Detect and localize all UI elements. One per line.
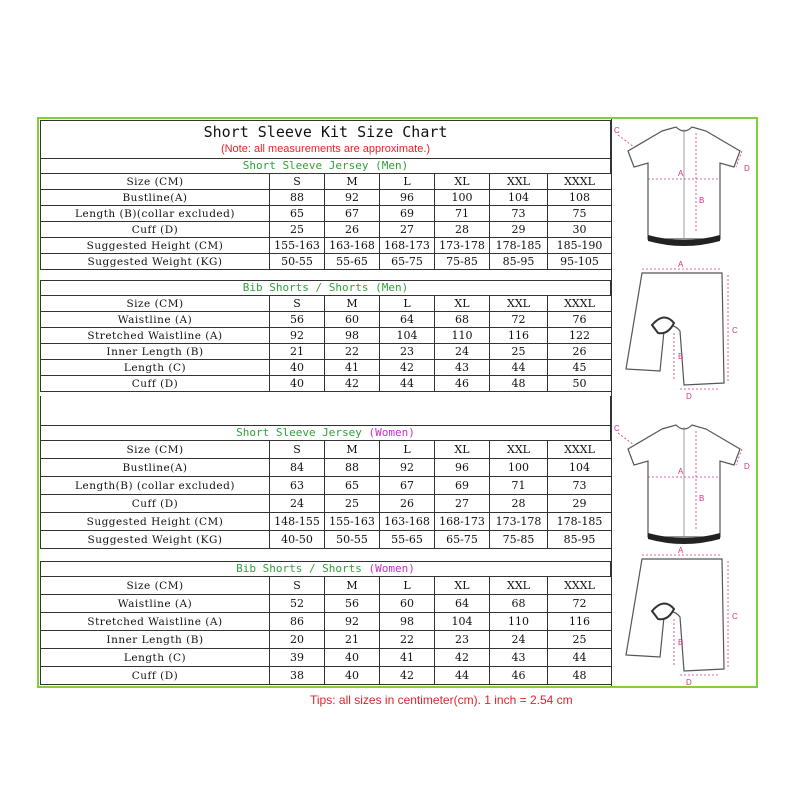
table-cell: 50-55 — [270, 254, 325, 270]
table-cell: 50-55 — [325, 531, 380, 549]
table-cell: 52 — [270, 595, 325, 613]
table-cell: 64 — [380, 312, 435, 328]
table-cell: 27 — [435, 495, 490, 513]
table-cell: 24 — [270, 495, 325, 513]
table-cell: 73 — [490, 206, 548, 222]
table-cell: XXL — [490, 577, 548, 595]
row-label: Stretched Waistline (A) — [41, 613, 270, 631]
shorts-label-c: C — [732, 612, 738, 621]
jersey-label-d: D — [744, 462, 750, 471]
table-cell: 56 — [270, 312, 325, 328]
table-cell: XL — [435, 174, 490, 190]
table-cell: 71 — [490, 477, 548, 495]
jersey-label-c: C — [614, 424, 620, 433]
section-gap — [40, 396, 611, 425]
table-cell: 30 — [548, 222, 612, 238]
table-row — [41, 376, 612, 392]
table-cell: 69 — [435, 477, 490, 495]
jersey-label-b: B — [699, 494, 705, 503]
table-cell: 148-155 — [270, 513, 325, 531]
jersey-label-a: A — [678, 169, 684, 178]
section-header-women-tag: (Women) — [368, 562, 415, 575]
table-cell: 22 — [325, 344, 380, 360]
section-header-men-shorts: Bib Shorts / Shorts (Men) — [40, 280, 611, 295]
jersey-label-d: D — [744, 164, 750, 173]
table-cell: 185-190 — [548, 238, 612, 254]
table-cell: L — [380, 174, 435, 190]
chart-title: Short Sleeve Kit Size Chart — [203, 123, 448, 141]
table-cell: 67 — [325, 206, 380, 222]
table-header-row — [41, 577, 612, 595]
row-label: Size (CM) — [41, 174, 270, 190]
table-cell: 64 — [435, 595, 490, 613]
table-cell: 25 — [270, 222, 325, 238]
section-men-shorts — [40, 280, 611, 392]
table-row — [41, 667, 612, 685]
row-label: Size (CM) — [41, 577, 270, 595]
table-cell: 100 — [435, 190, 490, 206]
row-label: Length (C) — [41, 360, 270, 376]
table-cell: 104 — [435, 613, 490, 631]
row-label: Bustline(A) — [41, 459, 270, 477]
table-cell: 65-75 — [380, 254, 435, 270]
table-cell: 42 — [435, 649, 490, 667]
table-women-shorts — [40, 576, 612, 685]
table-cell: 168-173 — [435, 513, 490, 531]
shorts-illustration-women — [612, 547, 757, 687]
table-cell: 44 — [435, 667, 490, 685]
table-row — [41, 190, 612, 206]
table-cell: 42 — [380, 360, 435, 376]
title-box — [40, 120, 611, 158]
table-cell: 92 — [380, 459, 435, 477]
table-cell: 72 — [548, 595, 612, 613]
title-block — [40, 120, 611, 158]
shorts-label-b: B — [678, 638, 684, 647]
table-cell: 98 — [325, 328, 380, 344]
table-header-row — [41, 441, 612, 459]
table-cell: 43 — [435, 360, 490, 376]
row-label: Suggested Weight (KG) — [41, 254, 270, 270]
table-cell: 44 — [548, 649, 612, 667]
table-cell: 38 — [270, 667, 325, 685]
table-cell: 43 — [490, 649, 548, 667]
table-cell: 20 — [270, 631, 325, 649]
table-cell: S — [270, 577, 325, 595]
row-label: Inner Length (B) — [41, 631, 270, 649]
table-cell: S — [270, 174, 325, 190]
shorts-label-d: D — [686, 678, 692, 687]
table-cell: 88 — [325, 459, 380, 477]
table-cell: 178-185 — [548, 513, 612, 531]
section-women-jersey — [40, 425, 611, 549]
table-row — [41, 595, 612, 613]
table-cell: 75 — [548, 206, 612, 222]
table-row — [41, 495, 612, 513]
table-header-row — [41, 174, 612, 190]
table-cell: 92 — [270, 328, 325, 344]
row-label: Suggested Height (CM) — [41, 513, 270, 531]
table-cell: 25 — [325, 495, 380, 513]
table-cell: L — [380, 296, 435, 312]
table-cell: 40 — [325, 667, 380, 685]
table-cell: 60 — [380, 595, 435, 613]
table-cell: 40 — [325, 649, 380, 667]
section-women-shorts — [40, 561, 611, 685]
table-cell: 155-163 — [270, 238, 325, 254]
table-cell: 65-75 — [435, 531, 490, 549]
size-chart-frame — [37, 117, 758, 688]
table-cell: 26 — [548, 344, 612, 360]
table-row — [41, 513, 612, 531]
table-cell: XL — [435, 577, 490, 595]
shorts-label-b: B — [678, 352, 684, 361]
table-cell: 42 — [380, 667, 435, 685]
table-women-jersey — [40, 440, 612, 549]
table-cell: 48 — [490, 376, 548, 392]
row-label: Suggested Height (CM) — [41, 238, 270, 254]
table-cell: 116 — [490, 328, 548, 344]
table-men-shorts — [40, 295, 612, 392]
section-men-jersey — [40, 158, 611, 270]
row-label: Waistline (A) — [41, 595, 270, 613]
table-cell: 26 — [380, 495, 435, 513]
table-cell: 104 — [490, 190, 548, 206]
table-cell: S — [270, 441, 325, 459]
table-cell: 173-178 — [435, 238, 490, 254]
table-cell: 48 — [548, 667, 612, 685]
table-cell: 69 — [380, 206, 435, 222]
table-cell: 44 — [380, 376, 435, 392]
table-cell: 173-178 — [490, 513, 548, 531]
shorts-label-c: C — [732, 326, 738, 335]
table-cell: 44 — [490, 360, 548, 376]
table-cell: 24 — [435, 344, 490, 360]
table-cell: 23 — [380, 344, 435, 360]
table-cell: 46 — [490, 667, 548, 685]
table-cell: 63 — [270, 477, 325, 495]
table-cell: 25 — [548, 631, 612, 649]
row-label: Size (CM) — [41, 441, 270, 459]
row-label: Length (C) — [41, 649, 270, 667]
table-cell: 104 — [548, 459, 612, 477]
table-cell: 65 — [270, 206, 325, 222]
row-label: Cuff (D) — [41, 667, 270, 685]
table-cell: 122 — [548, 328, 612, 344]
table-cell: 71 — [435, 206, 490, 222]
table-men-jersey — [40, 173, 612, 270]
table-row — [41, 360, 612, 376]
table-row — [41, 631, 612, 649]
table-cell: S — [270, 296, 325, 312]
table-cell: 110 — [435, 328, 490, 344]
table-cell: XXXL — [548, 296, 612, 312]
table-cell: 55-65 — [325, 254, 380, 270]
table-cell: 75-85 — [435, 254, 490, 270]
table-cell: 92 — [325, 613, 380, 631]
table-row — [41, 206, 612, 222]
table-cell: 45 — [548, 360, 612, 376]
table-cell: M — [325, 577, 380, 595]
table-cell: 86 — [270, 613, 325, 631]
table-cell: 96 — [435, 459, 490, 477]
table-cell: 28 — [435, 222, 490, 238]
table-row — [41, 238, 612, 254]
shorts-label-d: D — [686, 392, 692, 401]
table-row — [41, 328, 612, 344]
table-cell: 26 — [325, 222, 380, 238]
table-cell: XL — [435, 441, 490, 459]
section-header-women-tag: (Women) — [368, 426, 415, 439]
table-cell: XXXL — [548, 441, 612, 459]
row-label: Bustline(A) — [41, 190, 270, 206]
table-cell: 40 — [270, 360, 325, 376]
shorts-label-a: A — [678, 261, 684, 269]
table-row — [41, 477, 612, 495]
table-cell: 67 — [380, 477, 435, 495]
section-header-women-shorts — [40, 561, 611, 576]
table-cell: 72 — [490, 312, 548, 328]
table-cell: 41 — [380, 649, 435, 667]
table-cell: 92 — [325, 190, 380, 206]
section-header-women-jersey — [40, 425, 611, 440]
table-cell: 85-95 — [490, 254, 548, 270]
table-cell: 41 — [325, 360, 380, 376]
table-cell: 21 — [270, 344, 325, 360]
row-label: Size (CM) — [41, 296, 270, 312]
table-cell: 50 — [548, 376, 612, 392]
table-cell: 163-168 — [380, 513, 435, 531]
table-cell: 96 — [380, 190, 435, 206]
table-cell: 39 — [270, 649, 325, 667]
row-label: Inner Length (B) — [41, 344, 270, 360]
table-cell: 84 — [270, 459, 325, 477]
table-row — [41, 222, 612, 238]
table-cell: 110 — [490, 613, 548, 631]
table-cell: 42 — [325, 376, 380, 392]
table-cell: XXXL — [548, 174, 612, 190]
illustrations-column — [611, 119, 757, 686]
table-cell: XXXL — [548, 577, 612, 595]
tips-note: Tips: all sizes in centimeter(cm). 1 inch = 2.54 cm — [310, 693, 573, 707]
table-row — [41, 613, 612, 631]
table-cell: 60 — [325, 312, 380, 328]
table-cell: 75-85 — [490, 531, 548, 549]
row-label: Cuff (D) — [41, 495, 270, 513]
table-cell: 22 — [380, 631, 435, 649]
table-cell: 73 — [548, 477, 612, 495]
row-label: Length (B)(collar excluded) — [41, 206, 270, 222]
table-cell: 23 — [435, 631, 490, 649]
table-cell: M — [325, 174, 380, 190]
row-label: Cuff (D) — [41, 376, 270, 392]
table-cell: 29 — [548, 495, 612, 513]
jersey-label-c: C — [614, 126, 620, 135]
table-cell: 76 — [548, 312, 612, 328]
table-cell: M — [325, 296, 380, 312]
table-cell: 24 — [490, 631, 548, 649]
table-cell: XXL — [490, 296, 548, 312]
section-header-main: Short Sleeve Jersey — [236, 426, 369, 439]
table-cell: 104 — [380, 328, 435, 344]
table-cell: 55-65 — [380, 531, 435, 549]
table-cell: XXL — [490, 441, 548, 459]
table-row — [41, 312, 612, 328]
table-cell: 100 — [490, 459, 548, 477]
table-cell: XL — [435, 296, 490, 312]
table-cell: XXL — [490, 174, 548, 190]
table-cell: 46 — [435, 376, 490, 392]
table-cell: 65 — [325, 477, 380, 495]
table-cell: 163-168 — [325, 238, 380, 254]
table-cell: 98 — [380, 613, 435, 631]
table-cell: 155-163 — [325, 513, 380, 531]
table-cell: 116 — [548, 613, 612, 631]
table-cell: 85-95 — [548, 531, 612, 549]
table-cell: 68 — [435, 312, 490, 328]
table-cell: 88 — [270, 190, 325, 206]
section-header-men-jersey: Short Sleeve Jersey (Men) — [40, 158, 611, 173]
row-label: Length(B) (collar excluded) — [41, 477, 270, 495]
jersey-label-a: A — [678, 467, 684, 476]
table-row — [41, 254, 612, 270]
table-cell: 40 — [270, 376, 325, 392]
table-cell: M — [325, 441, 380, 459]
jersey-illustration-women — [612, 419, 757, 549]
shorts-label-a: A — [678, 547, 684, 555]
table-cell: 27 — [380, 222, 435, 238]
table-cell: L — [380, 441, 435, 459]
row-label: Cuff (D) — [41, 222, 270, 238]
row-label: Waistline (A) — [41, 312, 270, 328]
table-cell: 95-105 — [548, 254, 612, 270]
table-row — [41, 649, 612, 667]
table-cell: 21 — [325, 631, 380, 649]
table-cell: 68 — [490, 595, 548, 613]
table-row — [41, 531, 612, 549]
table-header-row — [41, 296, 612, 312]
table-cell: 28 — [490, 495, 548, 513]
table-row — [41, 459, 612, 477]
table-cell: L — [380, 577, 435, 595]
table-cell: 25 — [490, 344, 548, 360]
section-header-main: Bib Shorts / Shorts — [236, 562, 369, 575]
table-cell: 40-50 — [270, 531, 325, 549]
table-row — [41, 344, 612, 360]
row-label: Stretched Waistline (A) — [41, 328, 270, 344]
approximate-note: (Note: all measurements are approximate.) — [220, 143, 431, 155]
table-cell: 178-185 — [490, 238, 548, 254]
table-cell: 29 — [490, 222, 548, 238]
table-cell: 56 — [325, 595, 380, 613]
table-cell: 168-173 — [380, 238, 435, 254]
jersey-label-b: B — [699, 196, 705, 205]
shorts-illustration-men — [612, 261, 757, 401]
table-cell: 108 — [548, 190, 612, 206]
jersey-illustration-men — [612, 121, 757, 251]
row-label: Suggested Weight (KG) — [41, 531, 270, 549]
